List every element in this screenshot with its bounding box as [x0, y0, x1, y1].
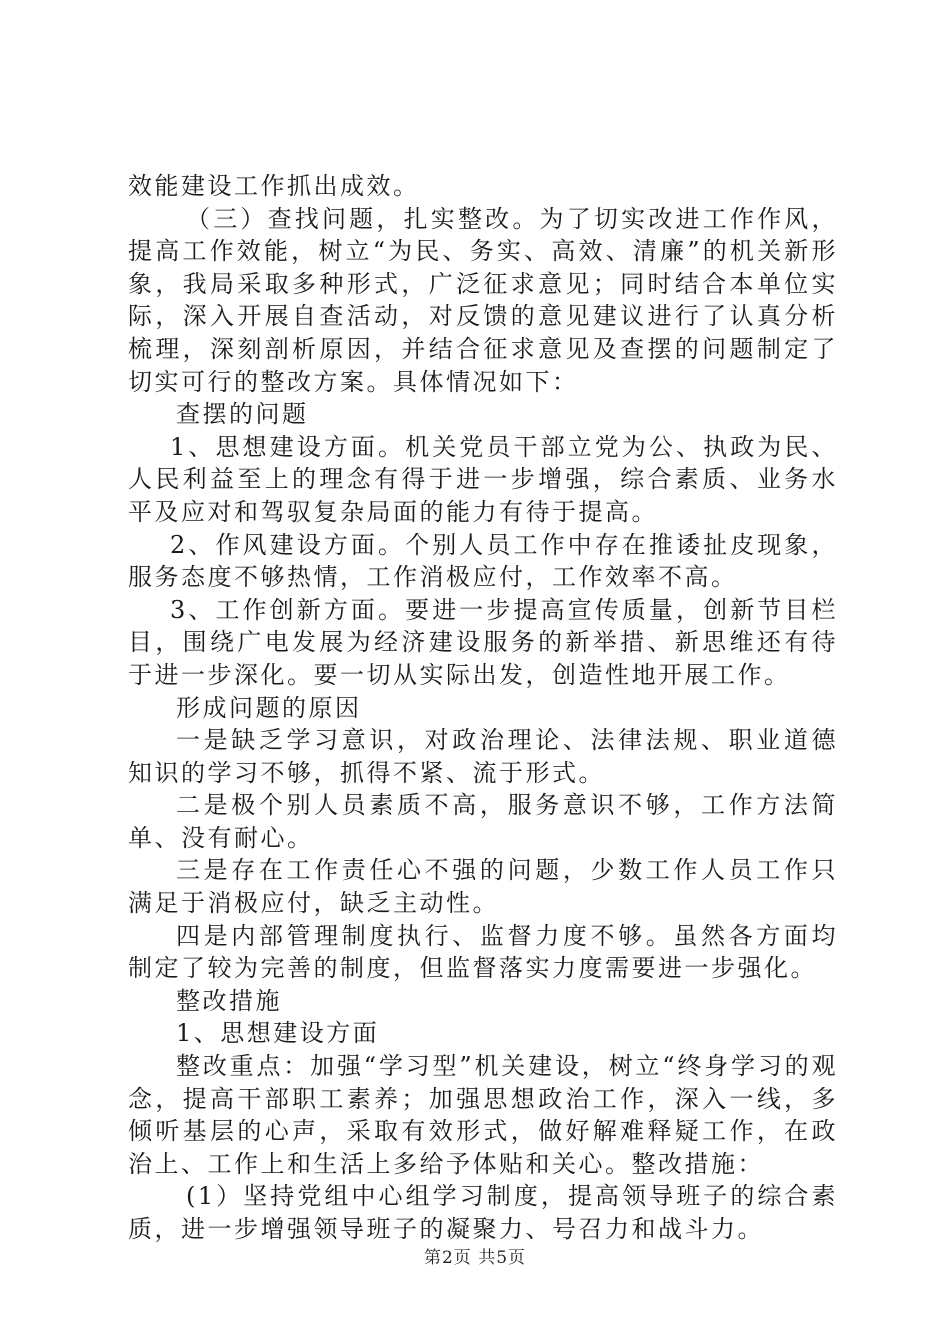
paragraph-cause-4: 四是内部管理制度执行、监督力度不够。虽然各方面均制定了较为完善的制度，但监督落实力度需要进一步强化。 [128, 921, 838, 983]
paragraph-continuation: 效能建设工作抓出成效。 [128, 172, 420, 200]
document-body [128, 170, 838, 1246]
heading-measures: 整改措施 [176, 986, 282, 1015]
paragraph-problem-1: 1、思想建设方面。机关党员干部立党为公、执政为民、人民利益至上的理念有得于进一步增强，综合素质、业务水平及应对和驾驭复杂局面的能力有待于提高。 [128, 432, 838, 526]
paragraph-cause-1: 一是缺乏学习意识，对政治理论、法律法规、职业道德知识的学习不够，抓得不紧、流于形式。 [128, 726, 838, 787]
page-number-footer: 第2页 共5页 [423, 1248, 527, 1268]
paragraph-rectification-focus: 整改重点：加强“学习型”机关建设，树立“终身学习的观念，提高干部职工素养；加强思想政治工作，深入一线，多倾听基层的心声，采取有效形式，做好解难释疑工作，在政治上、工作上和生活上多给予体贴和关心。整改措施： [128, 1052, 838, 1178]
paragraph-cause-2: 二是极个别人员素质不高，服务意识不够，工作方法简单、没有耐心。 [128, 791, 838, 852]
heading-problems: 查摆的问题 [176, 400, 309, 429]
paragraph-cause-3: 三是存在工作责任心不强的问题，少数工作人员工作只满足于消极应付，缺乏主动性。 [128, 856, 838, 918]
paragraph-problem-2: 2、作风建设方面。个别人员工作中存在推诿扯皮现象，服务态度不够热情，工作消极应付，工作效率不高。 [128, 530, 838, 592]
paragraph-problem-3: 3、工作创新方面。要进一步提高宣传质量，创新节目栏目，围绕广电发展为经济建设服务的新举措、新思维还有待于进一步深化。要一切从实际出发，创造性地开展工作。 [128, 595, 838, 689]
paragraph-measure-1: (1）坚持党组中心组学习制度，提高领导班子的综合素质，进一步增强领导班子的凝聚力、号召力和战斗力。 [128, 1182, 838, 1243]
paragraph-section-three: （三）查找问题，扎实整改。为了切实改进工作作风，提高工作效能，树立“为民、务实、高效、清廉”的机关新形象，我局采取多种形式，广泛征求意见；同时结合本单位实际，深入开展自查活动，对反馈的意见建议进行了认真分析梳理，深刻剖析原因，并结合征求意见及查摆的问题制定了切实可行的整改方案。具体情况如下： [128, 204, 838, 396]
heading-causes: 形成问题的原因 [176, 693, 362, 722]
heading-ideology: 1、思想建设方面 [176, 1019, 380, 1048]
